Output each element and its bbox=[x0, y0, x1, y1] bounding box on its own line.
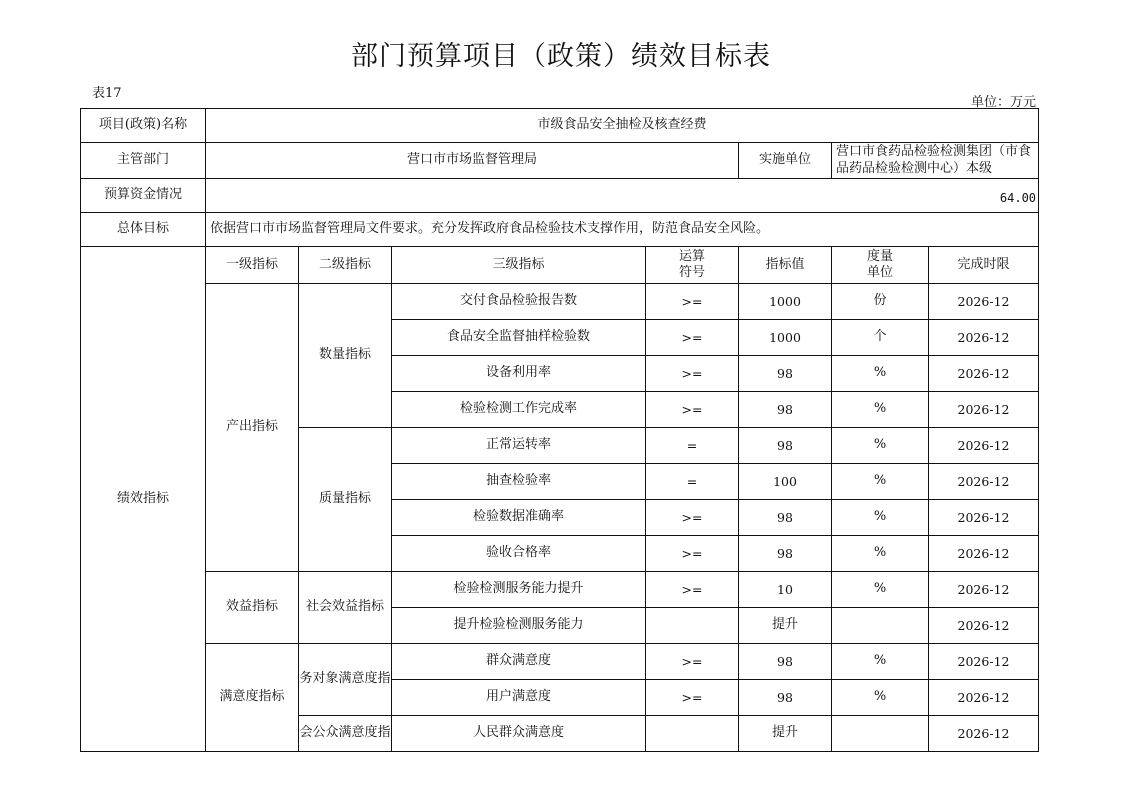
operator: >= bbox=[646, 572, 739, 608]
deadline: 2026-12 bbox=[929, 572, 1039, 608]
operator: = bbox=[646, 428, 739, 464]
operator: >= bbox=[646, 536, 739, 572]
indicator-name: 抽查检验率 bbox=[392, 464, 646, 500]
indicator-name: 人民群众满意度 bbox=[392, 716, 646, 752]
indicator-name: 群众满意度 bbox=[392, 644, 646, 680]
satisfaction-indicator-group: 满意度指标 bbox=[206, 644, 299, 752]
quality-indicator-group: 质量指标 bbox=[299, 428, 392, 572]
indicator-name: 设备利用率 bbox=[392, 356, 646, 392]
overall-goal-value: 依据营口市市场监督管理局文件要求。充分发挥政府食品检验技术支撑作用，防范食品安全风险。 bbox=[206, 213, 1039, 247]
measure-unit-header: 度量 单位 bbox=[832, 247, 929, 284]
target-value: 100 bbox=[739, 464, 832, 500]
table-row bbox=[81, 644, 1039, 680]
target-value: 98 bbox=[739, 500, 832, 536]
measure-unit: 个 bbox=[832, 320, 929, 356]
project-name-row bbox=[81, 109, 1039, 143]
performance-indicators-label: 绩效指标 bbox=[81, 247, 206, 752]
measure-unit: % bbox=[832, 464, 929, 500]
indicator-name: 检验检测服务能力提升 bbox=[392, 572, 646, 608]
target-value: 1000 bbox=[739, 284, 832, 320]
deadline-header: 完成时限 bbox=[929, 247, 1039, 284]
measure-unit: % bbox=[832, 572, 929, 608]
deadline: 2026-12 bbox=[929, 500, 1039, 536]
level2-header: 二级指标 bbox=[299, 247, 392, 284]
quantity-indicator-group: 数量指标 bbox=[299, 284, 392, 428]
level3-header: 三级指标 bbox=[392, 247, 646, 284]
target-value-header: 指标值 bbox=[739, 247, 832, 284]
measure-unit: % bbox=[832, 500, 929, 536]
deadline: 2026-12 bbox=[929, 320, 1039, 356]
target-value: 98 bbox=[739, 392, 832, 428]
operator: >= bbox=[646, 320, 739, 356]
indicator-name: 食品安全监督抽样检验数 bbox=[392, 320, 646, 356]
table-row bbox=[81, 572, 1039, 608]
implementer-value: 营口市食药品检验检测集团（市食品药品检验检测中心）本级 bbox=[832, 143, 1039, 179]
target-value: 98 bbox=[739, 644, 832, 680]
measure-unit bbox=[832, 608, 929, 644]
department-label: 主管部门 bbox=[81, 143, 206, 179]
deadline: 2026-12 bbox=[929, 356, 1039, 392]
service-object-satisfaction-group: 务对象满意度指 bbox=[299, 644, 392, 716]
department-value: 营口市市场监督管理局 bbox=[206, 143, 739, 179]
indicator-name: 检验数据准确率 bbox=[392, 500, 646, 536]
operator: = bbox=[646, 464, 739, 500]
budget-value: 64.00 bbox=[206, 179, 1039, 213]
project-name-value: 市级食品安全抽检及核查经费 bbox=[206, 109, 1039, 143]
target-value: 98 bbox=[739, 356, 832, 392]
target-value: 98 bbox=[739, 680, 832, 716]
table-row bbox=[81, 284, 1039, 320]
overall-goal-label: 总体目标 bbox=[81, 213, 206, 247]
deadline: 2026-12 bbox=[929, 392, 1039, 428]
indicator-name: 用户满意度 bbox=[392, 680, 646, 716]
operator: >= bbox=[646, 356, 739, 392]
deadline: 2026-12 bbox=[929, 680, 1039, 716]
table-number: 表17 bbox=[92, 86, 122, 101]
budget-label: 预算资金情况 bbox=[81, 179, 206, 213]
target-value: 提升 bbox=[739, 608, 832, 644]
measure-unit: % bbox=[832, 356, 929, 392]
deadline: 2026-12 bbox=[929, 284, 1039, 320]
benefit-indicator-group: 效益指标 bbox=[206, 572, 299, 644]
deadline: 2026-12 bbox=[929, 464, 1039, 500]
measure-unit: % bbox=[832, 680, 929, 716]
measure-unit: % bbox=[832, 644, 929, 680]
indicator-name: 检验检测工作完成率 bbox=[392, 392, 646, 428]
operator: >= bbox=[646, 680, 739, 716]
indicator-name: 提升检验检测服务能力 bbox=[392, 608, 646, 644]
target-value: 提升 bbox=[739, 716, 832, 752]
operator: >= bbox=[646, 644, 739, 680]
project-name-label: 项目(政策)名称 bbox=[81, 109, 206, 143]
department-row bbox=[81, 143, 1039, 179]
public-satisfaction-group: 会公众满意度指 bbox=[299, 716, 392, 752]
budget-row bbox=[81, 179, 1039, 213]
overall-goal-row bbox=[81, 213, 1039, 247]
target-value: 10 bbox=[739, 572, 832, 608]
measure-unit: 份 bbox=[832, 284, 929, 320]
page-title: 部门预算项目（政策）绩效目标表 bbox=[351, 41, 771, 72]
deadline: 2026-12 bbox=[929, 608, 1039, 644]
operator bbox=[646, 608, 739, 644]
operator: >= bbox=[646, 392, 739, 428]
deadline: 2026-12 bbox=[929, 716, 1039, 752]
indicator-header-row bbox=[81, 247, 1039, 284]
measure-unit: % bbox=[832, 428, 929, 464]
deadline: 2026-12 bbox=[929, 428, 1039, 464]
level1-header: 一级指标 bbox=[206, 247, 299, 284]
deadline: 2026-12 bbox=[929, 644, 1039, 680]
indicator-name: 交付食品检验报告数 bbox=[392, 284, 646, 320]
measure-unit: % bbox=[832, 536, 929, 572]
unit-label: 单位：万元 bbox=[970, 95, 1036, 110]
operator bbox=[646, 716, 739, 752]
operator-header: 运算 符号 bbox=[646, 247, 739, 284]
performance-target-table bbox=[80, 108, 1039, 752]
output-indicator-group: 产出指标 bbox=[206, 284, 299, 572]
social-benefit-indicator-group: 社会效益指标 bbox=[299, 572, 392, 644]
target-value: 98 bbox=[739, 428, 832, 464]
indicator-name: 正常运转率 bbox=[392, 428, 646, 464]
measure-unit bbox=[832, 716, 929, 752]
implementer-label: 实施单位 bbox=[739, 143, 832, 179]
deadline: 2026-12 bbox=[929, 536, 1039, 572]
target-value: 98 bbox=[739, 536, 832, 572]
operator: >= bbox=[646, 284, 739, 320]
operator: >= bbox=[646, 500, 739, 536]
measure-unit: % bbox=[832, 392, 929, 428]
target-value: 1000 bbox=[739, 320, 832, 356]
indicator-name: 验收合格率 bbox=[392, 536, 646, 572]
